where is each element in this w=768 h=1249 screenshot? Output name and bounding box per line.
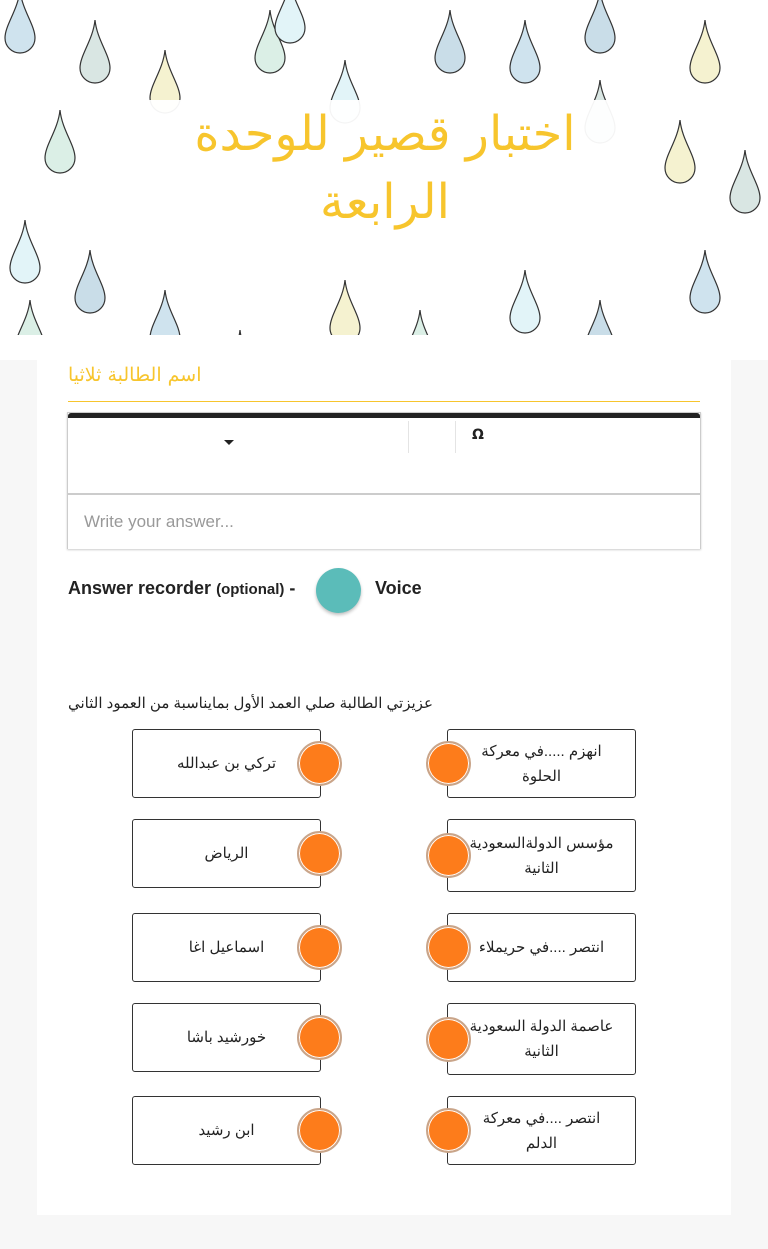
right-connector-dot[interactable]	[426, 833, 471, 878]
raindrop-shape	[405, 310, 435, 335]
right-connector-dot[interactable]	[426, 741, 471, 786]
form-card	[37, 360, 731, 1215]
raindrop-shape	[45, 110, 75, 173]
right-item[interactable]: مؤسس الدولةالسعودية الثانية	[447, 819, 636, 892]
raindrop-shape	[510, 20, 540, 83]
raindrop-shape	[330, 280, 360, 335]
answer-input[interactable]	[68, 493, 700, 549]
right-item[interactable]: انتصر ....في حريملاء	[447, 913, 636, 982]
raindrop-shape	[690, 20, 720, 83]
divider	[68, 401, 700, 402]
recorder-label: Answer recorder	[68, 578, 212, 598]
left-item[interactable]: خورشيد باشا	[132, 1003, 321, 1072]
special-characters-button[interactable]: Ω	[472, 427, 484, 443]
record-voice-button[interactable]	[316, 568, 361, 613]
raindrop-shape	[80, 20, 110, 83]
left-connector-dot[interactable]	[297, 831, 342, 876]
left-connector-dot[interactable]	[297, 925, 342, 970]
raindrop-shape	[730, 150, 760, 213]
question-title: اسم الطالبة ثلاثيا	[68, 364, 202, 386]
answer-recorder-label	[68, 578, 295, 599]
right-connector-dot[interactable]	[426, 1017, 471, 1062]
right-item[interactable]: انهزم .....في معركة الحلوة	[447, 729, 636, 798]
left-item[interactable]: اسماعيل اغا	[132, 913, 321, 982]
raindrop-shape	[585, 300, 615, 335]
matching-instruction: عزيزتي الطالبة صلي العمد الأول بمايناسبة من العمود الثاني	[68, 695, 433, 712]
raindrop-shape	[150, 290, 180, 335]
caret-down-icon	[224, 440, 234, 445]
left-connector-dot[interactable]	[297, 741, 342, 786]
right-connector-dot[interactable]	[426, 1108, 471, 1153]
raindrop-shape	[665, 120, 695, 183]
right-connector-dot[interactable]	[426, 925, 471, 970]
raindrop-shape	[275, 0, 305, 43]
format-dropdown[interactable]	[68, 418, 408, 458]
right-item[interactable]: عاصمة الدولة السعودية الثانية	[447, 1003, 636, 1075]
recorder-dash: -	[289, 578, 296, 598]
raindrop-shape	[10, 220, 40, 283]
raindrop-shape	[15, 300, 45, 335]
toolbar-separator	[455, 421, 456, 453]
left-item[interactable]: ابن رشيد	[132, 1096, 321, 1165]
raindrop-shape	[75, 250, 105, 313]
raindrop-shape	[585, 0, 615, 53]
recorder-optional: (optional)	[216, 581, 285, 598]
header-banner	[0, 0, 768, 335]
header-strip	[0, 335, 768, 360]
right-item[interactable]: انتصر ....في معركة الدلم	[447, 1096, 636, 1165]
raindrop-shape	[690, 250, 720, 313]
toolbar-separator	[408, 421, 409, 453]
raindrop-shape	[510, 270, 540, 333]
page-title: اختبار قصير للوحدة الرابعة	[130, 100, 640, 236]
left-item[interactable]: الرياض	[132, 819, 321, 888]
raindrop-shape	[435, 10, 465, 73]
left-item[interactable]: تركي بن عبدالله	[132, 729, 321, 798]
left-connector-dot[interactable]	[297, 1108, 342, 1153]
left-connector-dot[interactable]	[297, 1015, 342, 1060]
raindrop-shape	[5, 0, 35, 53]
voice-label: Voice	[375, 578, 422, 598]
rich-text-editor	[67, 412, 701, 549]
